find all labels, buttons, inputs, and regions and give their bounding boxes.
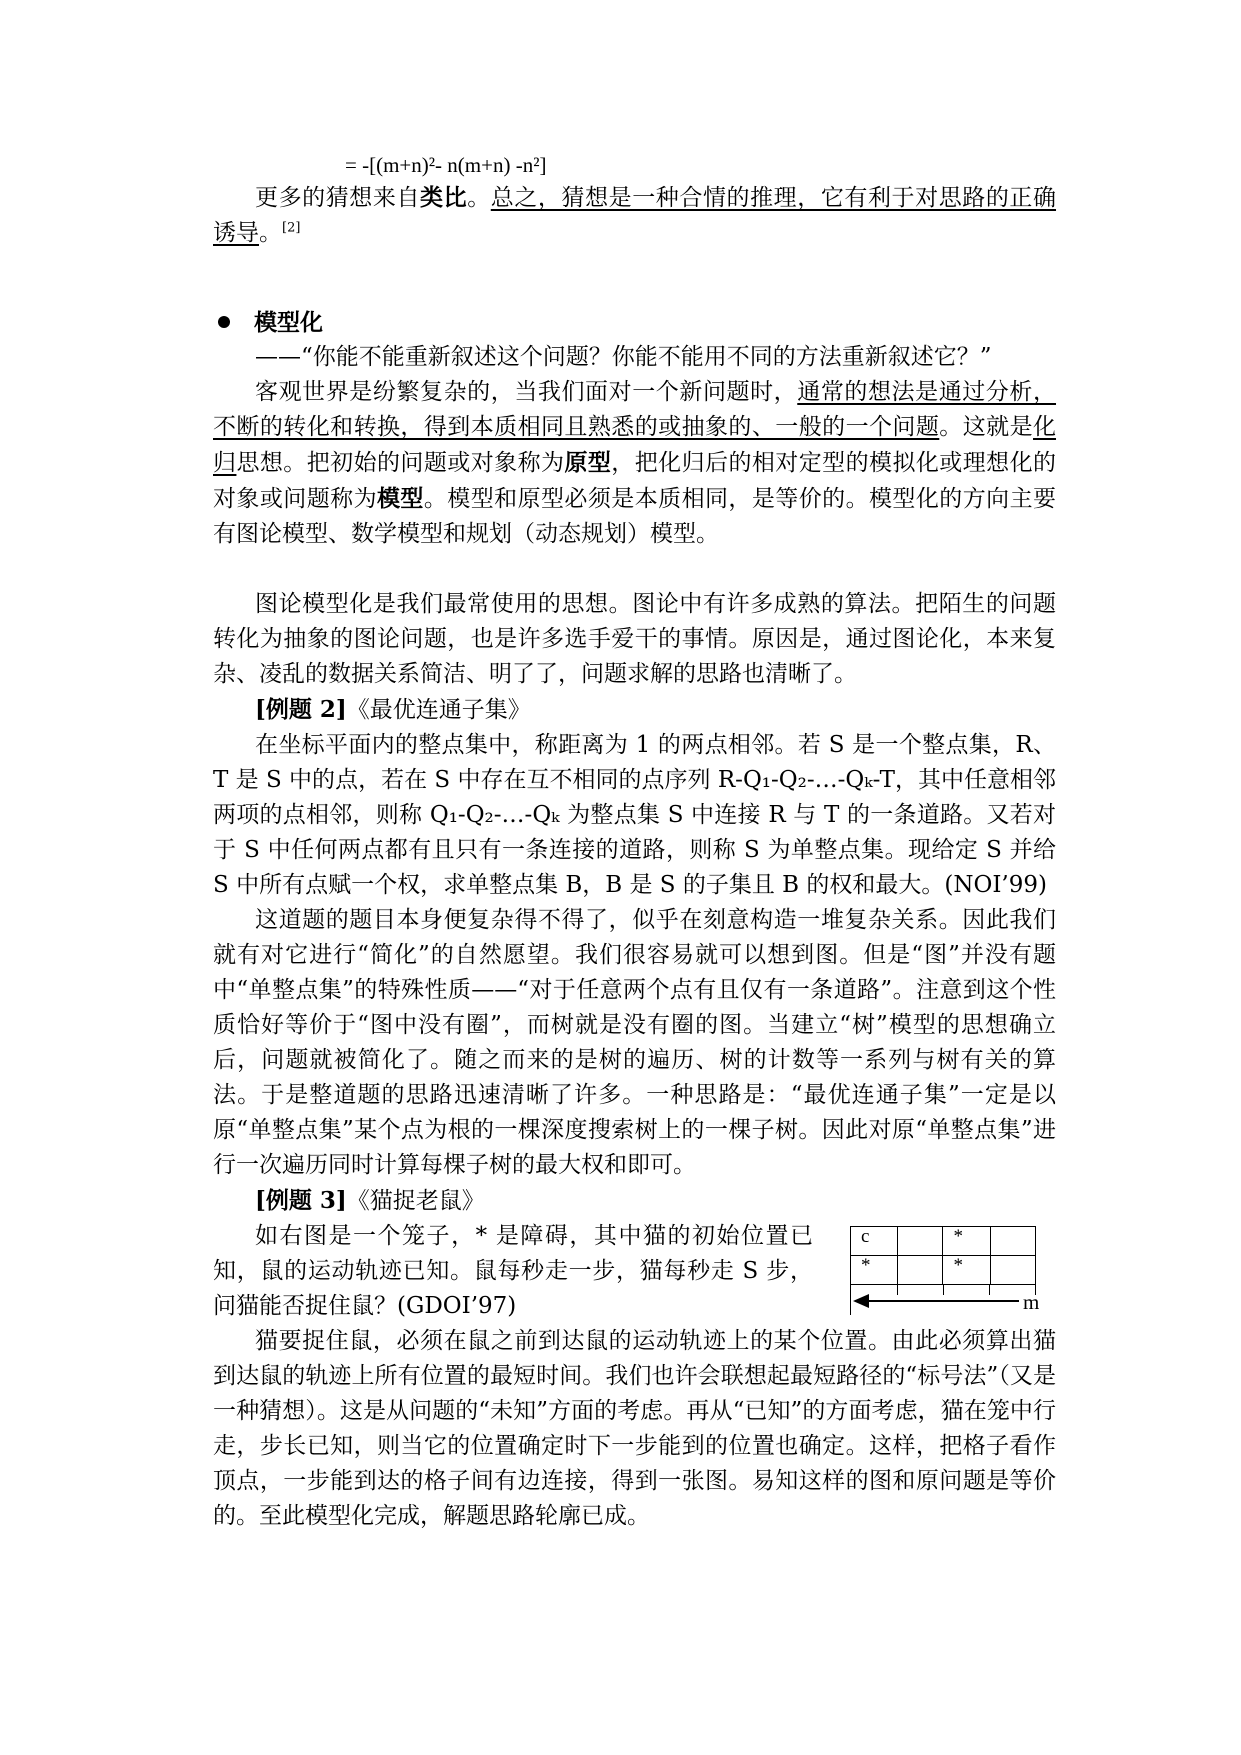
grid-row: [851, 1256, 1036, 1285]
grid-row: [851, 1227, 1036, 1256]
example2-label: [例题 2]: [255, 696, 347, 723]
bold-term-model: 模型: [377, 485, 424, 512]
underlined-text: 总之，猜想是一种合情的推理，它有利于对思路的正确诱导: [213, 185, 1057, 246]
grid-cell: [898, 1256, 943, 1285]
cage-grid: [850, 1226, 1036, 1285]
cage-grid-figure: [850, 1226, 1040, 1315]
grid-cell: [990, 1256, 1035, 1285]
underlined-term: 化归: [213, 414, 1057, 476]
grid-cell: *: [851, 1256, 898, 1285]
example2-statement: 在坐标平面内的整点集中，称距离为 1 的两点相邻。若 S 是一个整点集，R、T 是 S 中的点，若在 S 中存在互不相同的点序列 R-Q₁-Q₂-…-Qₖ-T，其中任意相邻两项的点相邻，则称 Q₁-Q₂-…-Qₖ 为整点集 S 中连接 R 与 T 的一条道路。又若对于 S 中任何两点都有且只有一条连接的道路，则称 S 为单整点集。现给定 S 并给 S 中所有点赋一个权，求单整点集 B，B 是 S 的子集且 B 的权和最大。(NOI’99): [213, 732, 1056, 898]
grid-cell: c: [851, 1227, 898, 1256]
text: 更多的猜想来自: [255, 185, 421, 211]
example3-label: [例题 3]: [255, 1187, 347, 1214]
grid-tick: [943, 1285, 944, 1295]
example3-title: 《猫捉老鼠》: [346, 1188, 485, 1214]
text: ，把化归后的相对定型的模拟化或理想化的对象或问题称为: [213, 450, 1057, 512]
example2-title: 《最优连通子集》: [346, 697, 531, 723]
example3-block: [213, 1219, 1056, 1324]
bold-term-analogy: 类比: [420, 184, 468, 211]
text: 。: [259, 220, 282, 246]
paragraph-guess: [213, 180, 1056, 251]
formula-line: = -[(m+n)²- n(m+n) -n²]: [345, 153, 547, 177]
text: 。这就是: [939, 414, 1034, 440]
example3-heading: [213, 1183, 1056, 1219]
grid-cell: *: [943, 1227, 990, 1256]
paragraph-graph: 图论模型化是我们最常使用的思想。图论中有许多成熟的算法。把陌生的问题转化为抽象的图论问题，也是许多选手爱干的事情。原因是，通过图论化，本来复杂、凌乱的数据关系简洁、明了了，问题求解的思路也清晰了。: [213, 591, 1056, 687]
example3-statement: 如右图是一个笼子，* 是障碍，其中猫的初始位置已知，鼠的运动轨迹已知。鼠每秒走一步，猫每秒走 S 步，问猫能否捉住鼠？(GDOI’97): [213, 1223, 813, 1319]
epigraph: ——“你能不能重新叙述这个问题？你能不能用不同的方法重新叙述它？”: [255, 344, 992, 370]
section-heading: [213, 306, 1056, 340]
section-title: 模型化: [254, 310, 323, 336]
text: 思想。把初始的问题或对象称为: [236, 450, 565, 476]
text: 。: [467, 185, 491, 211]
text: 客观世界是纷繁复杂的，当我们面对一个新问题时，: [255, 379, 798, 405]
example2-heading: [213, 692, 1056, 728]
bullet-icon: [218, 316, 230, 328]
grid-cell: *: [943, 1256, 990, 1285]
mouse-path-line: [867, 1300, 1019, 1302]
example2-analysis: 这道题的题目本身便复杂得不得了，似乎在刻意构造一堆复杂关系。因此我们就有对它进行“简化”的自然愿望。我们很容易就可以想到图。但是“图”并没有题中“单整点集”的特殊性质——“对于任意两个点有且仅有一条道路”。注意到这个性质恰好等价于“图中没有圈”，而树就是没有圈的图。当建立“树”模型的思想确立后，问题就被简化了。随之而来的是树的遍历、树的计数等一系列与树有关的算法。于是整道题的思路迅速清晰了许多。一种思路是：“最优连通子集”一定是以原“单整点集”某个点为根的一棵深度搜索树上的一棵子树。因此对原“单整点集”进行一次遍历同时计算每棵子树的最大权和即可。: [213, 907, 1056, 1178]
grid-tick: [989, 1285, 990, 1295]
grid-cell: [990, 1227, 1035, 1256]
grid-tick: [897, 1285, 898, 1295]
document-page: [213, 150, 1056, 1534]
example3-analysis: 猫要捉住鼠，必须在鼠之前到达鼠的运动轨迹上的某个位置。由此必须算出猫到达鼠的轨迹上所有位置的最短时间。我们也许会联想起最短路径的“标号法”（又是一种猜想）。这是从问题的“未知”方面的考虑。再从“已知”的方面考虑，猫在笼中行走，步长已知，则当它的位置确定时下一步能到的位置也确定。这样，把格子看作顶点，一步能到达的格子间有边连接，得到一张图。易知这样的图和原问题是等价的。至此模型化完成，解题思路轮廓已成。: [213, 1328, 1056, 1529]
mouse-path-row: [850, 1285, 1040, 1315]
bold-term-prototype: 原型: [564, 449, 612, 476]
paragraph-model: [213, 375, 1056, 552]
text: 。模型和原型必须是本质相同，是等价的。模型化的方向主要有图论模型、数学模型和规划（动态规划）模型。: [213, 486, 1057, 547]
grid-cell: [898, 1227, 943, 1256]
mouse-label: m: [1023, 1290, 1040, 1314]
underlined-text: 通常的想法是通过分析，不断的转化和转换，得到本质相同且熟悉的或抽象的、一般的一个问题: [213, 379, 1057, 440]
spacer: [213, 552, 1056, 587]
reference-mark: [2]: [282, 220, 301, 236]
